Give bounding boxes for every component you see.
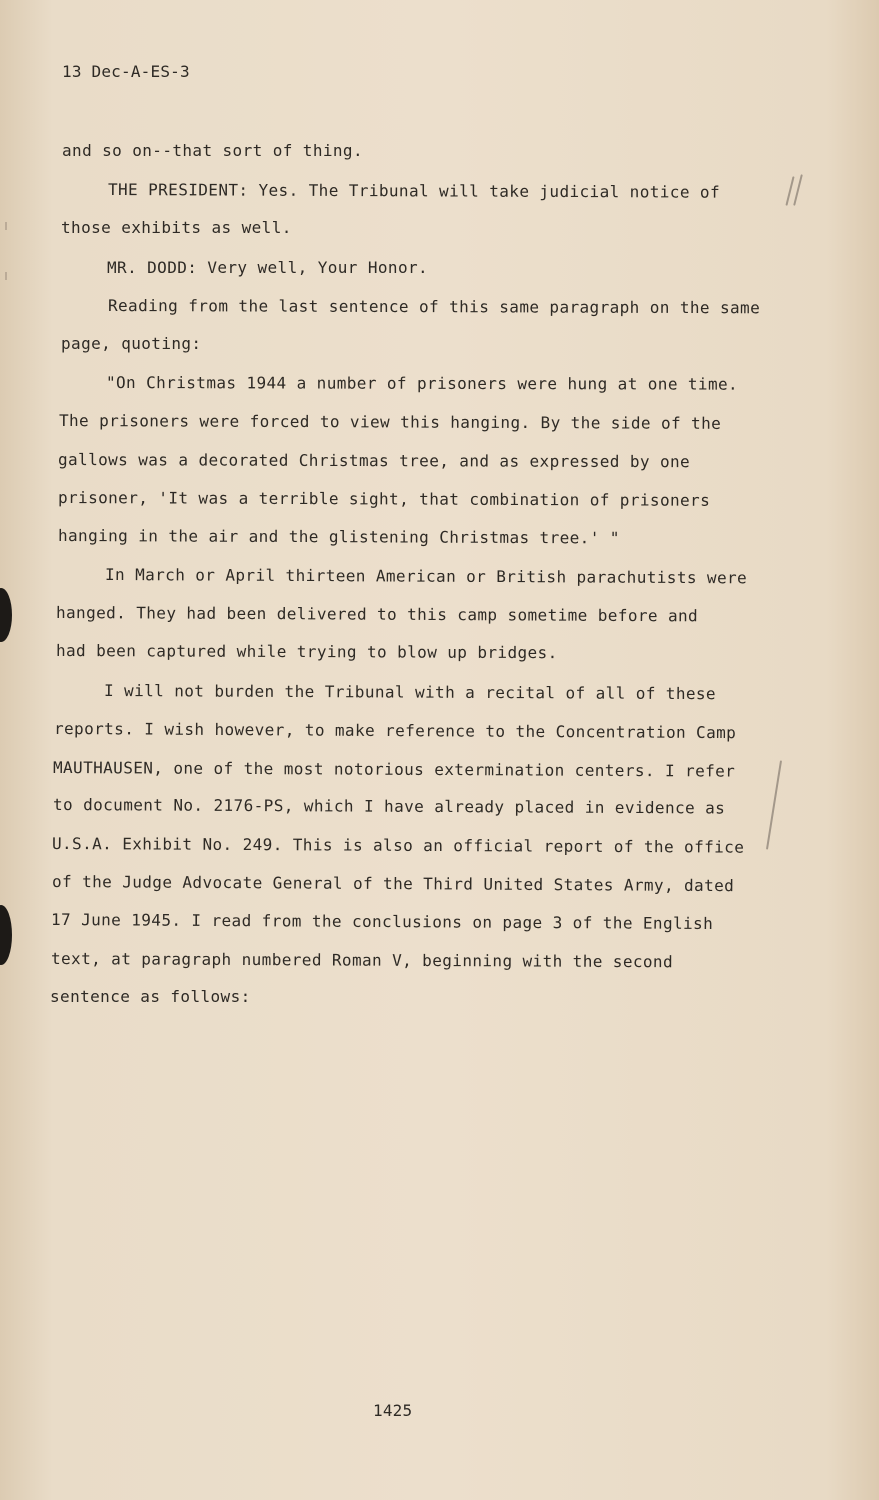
text-line: MR. DODD: Very well, Your Honor.	[107, 258, 429, 277]
text-line: hanging in the air and the glistening Christmas tree.' "	[57, 526, 620, 548]
text-line: those exhibits as well.	[61, 218, 292, 237]
text-line: "On Christmas 1944 a number of prisoners were hung at one time.	[105, 373, 739, 394]
binding-hole-bottom	[0, 905, 12, 965]
text-line: MAUTHAUSEN, one of the most notorious extermination centers. I refer	[52, 758, 736, 781]
text-line: sentence as follows:	[50, 987, 251, 1006]
text-line: page, quoting:	[61, 334, 202, 353]
margin-speck	[5, 222, 7, 230]
text-line: had been captured while trying to blow up bridges.	[55, 641, 558, 663]
text-line: THE PRESIDENT: Yes. The Tribunal will take judicial notice of	[107, 180, 721, 202]
text-line: I will not burden the Tribunal with a recital of all of these	[103, 681, 717, 704]
text-line: The prisoners were forced to view this hanging. By the side of the	[58, 411, 722, 433]
margin-pencil-mark	[793, 174, 803, 206]
text-line: to document No. 2176-PS, which I have already placed in evidence as	[52, 795, 726, 818]
text-line: Reading from the last sentence of this same paragraph on the same	[107, 296, 761, 318]
margin-pencil-mark	[766, 760, 782, 849]
page-number: 1425	[373, 1401, 413, 1420]
text-line: prisoner, 'It was a terrible sight, that combination of prisoners	[57, 488, 711, 510]
text-line: 17 June 1945. I read from the conclusions on page 3 of the English	[50, 910, 714, 934]
margin-speck	[5, 272, 7, 280]
page-reference: 13 Dec-A-ES-3	[62, 62, 190, 81]
text-line: text, at paragraph numbered Roman V, beginning with the second	[50, 949, 674, 972]
text-line: U.S.A. Exhibit No. 249. This is also an official report of the office	[51, 834, 745, 857]
binding-hole-top	[0, 588, 12, 642]
text-line: hanged. They had been delivered to this camp sometime before and	[55, 603, 699, 626]
text-line: and so on--that sort of thing.	[62, 141, 363, 160]
text-line: of the Judge Advocate General of the Third United States Army, dated	[51, 872, 735, 896]
text-line: In March or April thirteen American or British parachutists were	[104, 565, 748, 588]
text-line: reports. I wish however, to make reference to the Concentration Camp	[53, 719, 737, 743]
text-line: gallows was a decorated Christmas tree, and as expressed by one	[57, 450, 691, 472]
